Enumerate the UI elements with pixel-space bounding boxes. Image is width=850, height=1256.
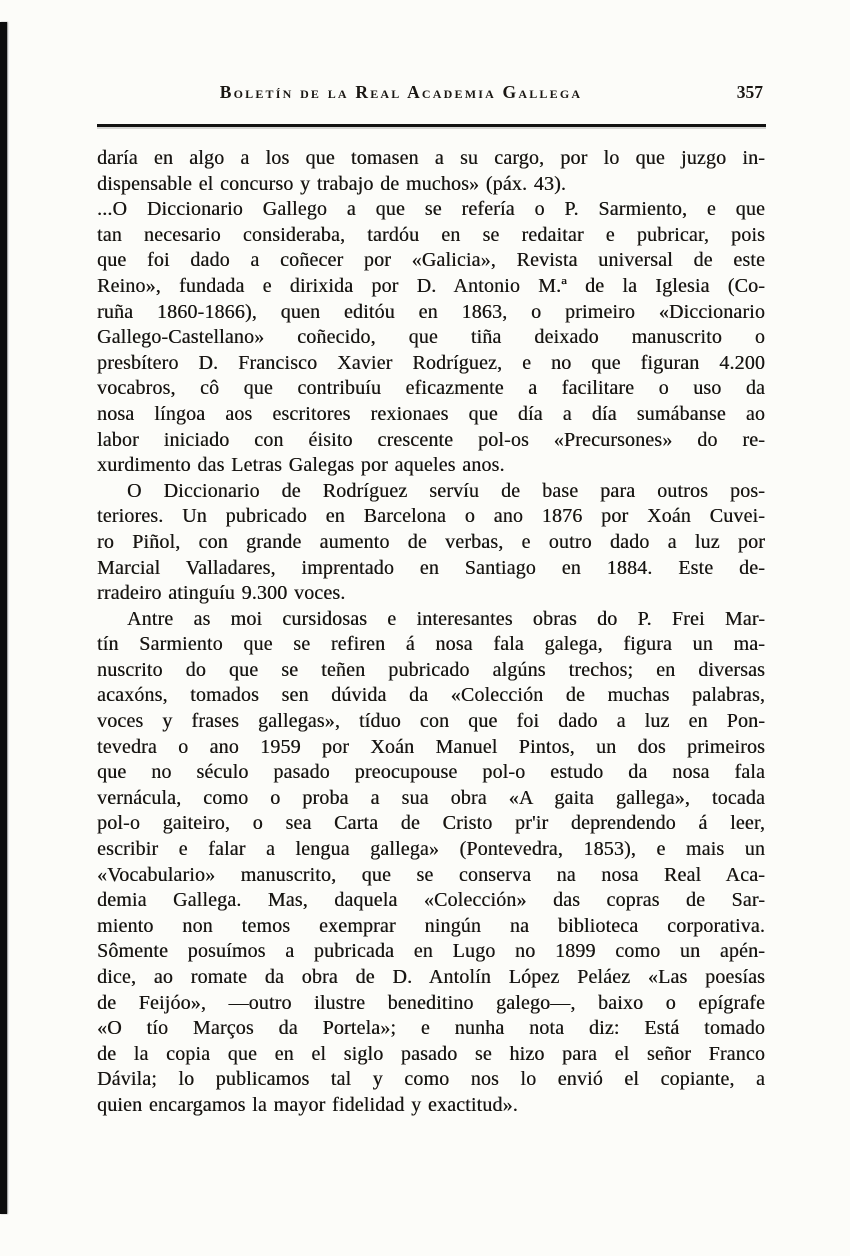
text-line: presbítero D. Francisco Xavier Rodríguez, e no que figuran 4.200 xyxy=(97,351,765,374)
text-line: que foi dado a coñecer por «Galicia», Revista universal de este xyxy=(97,249,765,272)
text-line: Gallego-Castellano» coñecido, que tiña deixado manuscrito o xyxy=(97,326,765,349)
text-line: teriores. Un pubricado en Barcelona o ano 1876 por Xoán Cuvei- xyxy=(97,505,765,528)
text-line: rradeiro atinguíu 9.300 voces. xyxy=(97,582,346,605)
text-line: demia Gallega. Mas, daquela «Colección» das copras de Sar- xyxy=(97,889,765,912)
text-line: daría en algo a los que tomasen a su cargo, por lo que juzgo in- xyxy=(97,147,765,169)
text-line: ro Piñol, con grande aumento de verbas, e outro dado a luz por xyxy=(97,530,765,553)
journal-title: Boletín de la Real Academia Gallega xyxy=(219,82,583,102)
scan-edge-artifact xyxy=(0,22,7,1214)
text-line: O Diccionario de Rodríguez servíu de base para outros pos- xyxy=(127,479,765,502)
text-line: «Vocabulario» manuscrito, que se conserva na nosa Real Aca- xyxy=(97,863,765,886)
text-line: escribir e falar a lengua gallega» (Pontevedra, 1853), e mais un xyxy=(97,838,765,861)
text-line: Marcial Valladares, imprentado en Santiago en 1884. Este de- xyxy=(97,556,765,579)
text-line: «O tío Marços da Portela»; e nunha nota diz: Está tomado xyxy=(97,1017,765,1040)
text-line: tín Sarmiento que se refiren á nosa fala galega, figura un ma- xyxy=(97,633,765,656)
text-line: dispensable el concurso y trabajo de muchos» (páx. 43). xyxy=(97,172,567,195)
header-rule xyxy=(97,124,766,127)
text-line: tevedra o ano 1959 por Xoán Manuel Pintos, un dos primeiros xyxy=(97,735,765,758)
text-line: quien encargamos la mayor fidelidad y exactitud». xyxy=(97,1093,518,1116)
text-line: xurdimento das Letras Galegas por aqueles anos. xyxy=(97,454,505,477)
text-line: de Feijóo», —outro ilustre beneditino galego—, baixo o epígrafe xyxy=(97,991,765,1014)
text-line: miento non temos exemprar ningún na biblioteca corporativa. xyxy=(97,914,765,937)
text-line: labor iniciado con éisito crescente pol-os «Precursones» do re- xyxy=(97,428,765,451)
text-line: de la copia que en el siglo pasado se hizo para el señor Franco xyxy=(97,1042,765,1065)
text-line: Antre as moi cursidosas e interesantes obras do P. Frei Mar- xyxy=(127,607,765,630)
text-line: Dávila; lo publicamos tal y como nos lo envió el copiante, a xyxy=(97,1068,765,1091)
text-line: voces y frases gallegas», tíduo con que foi dado a luz en Pon- xyxy=(97,710,765,733)
text-line: acaxóns, tomados sen dúvida da «Colección de muchas palabras, xyxy=(97,684,765,707)
text-line: nosa língoa aos escritores rexionaes que día a día sumábanse ao xyxy=(97,402,765,425)
body-text xyxy=(97,146,765,1119)
text-line: vernácula, como o proba a sua obra «A gaita gallega», tocada xyxy=(97,786,765,809)
page-header xyxy=(97,82,765,106)
text-line: ...O Diccionario Gallego a que se refería o P. Sarmiento, e que xyxy=(97,198,765,221)
text-line: Reino», fundada e dirixida por D. Antonio M.ª de la Iglesia (Co- xyxy=(97,274,765,297)
text-line: nuscrito do que se teñen pubricado algúns trechos; en diversas xyxy=(97,658,765,681)
text-line: dice, ao romate da obra de D. Antolín López Peláez «Las poesías xyxy=(97,966,765,988)
page-number: 357 xyxy=(736,82,763,102)
text-line: vocabros, cô que contribuíu eficazmente a facilitare o uso da xyxy=(97,377,765,400)
text-line: pol-o gaiteiro, o sea Carta de Cristo pr'ir deprendendo á leer, xyxy=(97,812,765,835)
text-line: Sômente posuímos a pubricada en Lugo no 1899 como un apén- xyxy=(97,940,765,963)
text-line: que no século pasado preocupouse pol-o estudo da nosa fala xyxy=(97,761,765,784)
text-line: ruña 1860-1866), quen editóu en 1863, o primeiro «Diccionario xyxy=(97,300,765,323)
text-line: tan necesario consideraba, tardóu en se redaitar e pubricar, pois xyxy=(97,223,765,246)
